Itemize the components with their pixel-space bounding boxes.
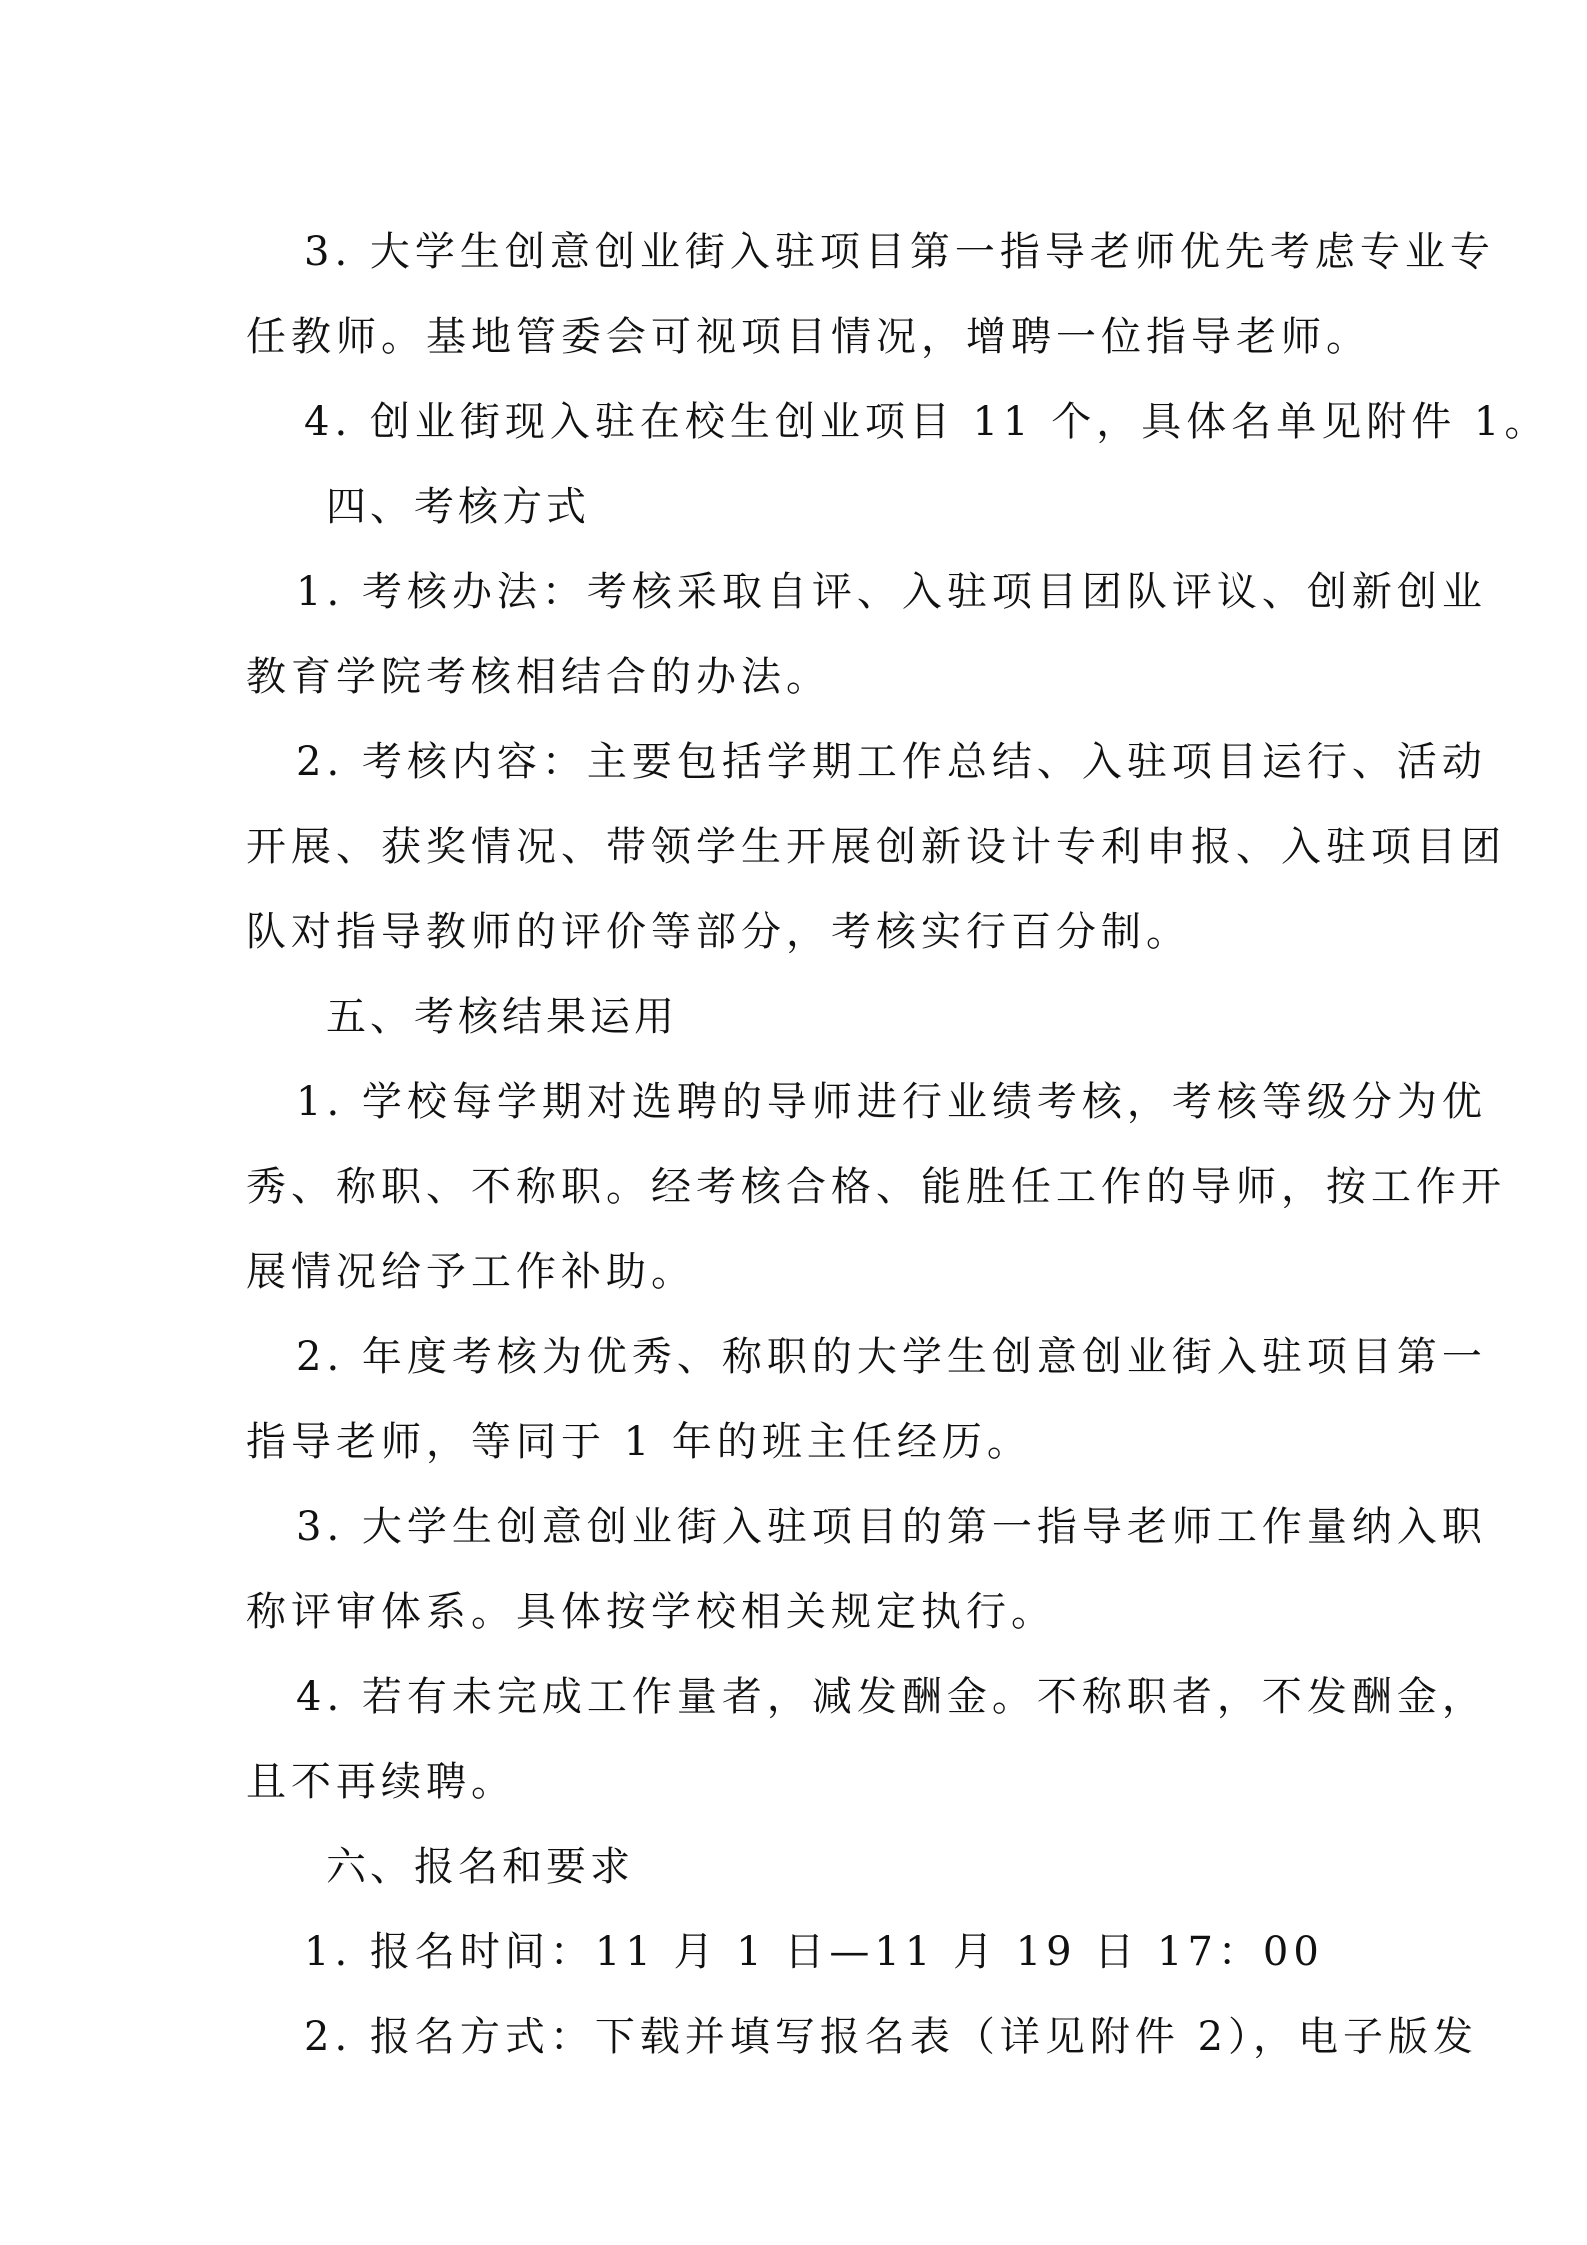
registration-time: 1. 报名时间：11 月 1 日—11 月 19 日 17：00: [304, 1929, 1324, 1975]
section-heading-result-use: 五、考核结果运用: [326, 994, 678, 1040]
result-use-2-line-2: 指导老师，等同于 1 年的班主任经历。: [246, 1419, 1032, 1465]
section-heading-registration: 六、报名和要求: [326, 1844, 634, 1890]
paragraph-3-line-2: 任教师。基地管委会可视项目情况，增聘一位指导老师。: [246, 314, 1371, 360]
result-use-2-line-1: 2. 年度考核为优秀、称职的大学生创意创业街入驻项目第一: [296, 1334, 1487, 1380]
assessment-content-line-3: 队对指导教师的评价等部分，考核实行百分制。: [246, 909, 1191, 955]
assessment-method-line-2: 教育学院考核相结合的办法。: [246, 654, 831, 700]
result-use-1-line-2: 秀、称职、不称职。经考核合格、能胜任工作的导师，按工作开: [246, 1164, 1506, 1210]
result-use-4-line-1: 4. 若有未完成工作量者，减发酬金。不称职者，不发酬金，: [296, 1674, 1487, 1720]
result-use-3-line-2: 称评审体系。具体按学校相关规定执行。: [246, 1589, 1056, 1635]
result-use-4-line-2: 且不再续聘。: [246, 1759, 516, 1805]
result-use-1-line-1: 1. 学校每学期对选聘的导师进行业绩考核，考核等级分为优: [296, 1079, 1487, 1125]
assessment-content-line-1: 2. 考核内容：主要包括学期工作总结、入驻项目运行、活动: [296, 739, 1487, 785]
result-use-1-line-3: 展情况给予工作补助。: [246, 1249, 696, 1295]
assessment-method-line-1: 1. 考核办法：考核采取自评、入驻项目团队评议、创新创业: [296, 569, 1487, 615]
assessment-content-line-2: 开展、获奖情况、带领学生开展创新设计专利申报、入驻项目团: [246, 824, 1506, 870]
result-use-3-line-1: 3. 大学生创意创业街入驻项目的第一指导老师工作量纳入职: [296, 1504, 1487, 1550]
paragraph-3-line-1: 3. 大学生创意创业街入驻项目第一指导老师优先考虑专业专: [304, 229, 1495, 275]
section-heading-assessment-method: 四、考核方式: [326, 484, 590, 530]
registration-method: 2. 报名方式：下载并填写报名表（详见附件 2），电子版发: [304, 2014, 1479, 2060]
paragraph-4-line-1: 4. 创业街现入驻在校生创业项目 11 个，具体名单见附件 1。: [304, 399, 1550, 445]
